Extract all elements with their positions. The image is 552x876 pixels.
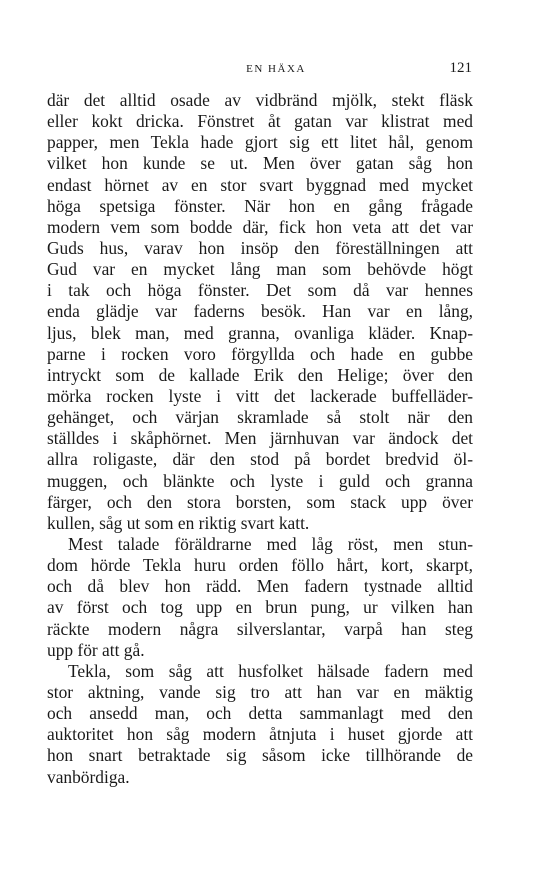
text-line: papper, men Tekla hade gjort sig ett litet hål, genom bbox=[47, 132, 473, 153]
text-line: hon snart betraktade sig såsom icke tillhörande de bbox=[47, 745, 473, 766]
text-line: färger, och den stora borsten, som stack upp över bbox=[47, 491, 473, 512]
text-line: upp för att gå. bbox=[47, 639, 145, 660]
text-line: höga spetsiga fönster. När hon en gång frågade bbox=[47, 195, 473, 216]
text-line: räckte modern några silverslantar, varpå han steg bbox=[47, 618, 473, 639]
text-line: parne i rocken voro förgyllda och hade en gubbe bbox=[47, 343, 473, 364]
text-line: modern vem som bodde där, fick hon veta att det var bbox=[47, 216, 473, 237]
paragraph bbox=[47, 661, 473, 788]
text-line: där det alltid osade av vidbränd mjölk, stekt fläsk bbox=[47, 90, 473, 110]
text-line: och då blev hon rädd. Men fadern tystnade alltid bbox=[47, 576, 473, 597]
text-line: endast hörnet av en stor svart byggnad med mycket bbox=[47, 174, 473, 195]
text-line: ljus, blek man, med granna, ovanliga kläder. Knap- bbox=[47, 322, 473, 343]
running-title: EN HÄXA bbox=[246, 63, 306, 75]
paragraph bbox=[47, 534, 473, 661]
text-line: stor aktning, vande sig tro att han var en mäktig bbox=[47, 681, 473, 702]
text-line: vanbördiga. bbox=[47, 766, 130, 787]
text-line: kullen, såg ut som en riktig svart katt. bbox=[47, 512, 310, 533]
body-text bbox=[47, 90, 473, 788]
text-line: mörka rocken lyste i vitt det lackerade buffelläder- bbox=[47, 385, 473, 406]
text-line: och ansedd man, och detta sammanlagt med den bbox=[47, 703, 473, 724]
text-line: muggen, och blänkte och lyste i guld och granna bbox=[47, 470, 473, 491]
running-header bbox=[0, 60, 552, 80]
text-line: vilket hon kunde se ut. Men över gatan såg hon bbox=[47, 153, 473, 174]
text-line: i tak och höga fönster. Det som då var hennes bbox=[47, 280, 473, 301]
text-line: Gud var en mycket lång man som behövde högt bbox=[47, 259, 473, 280]
text-line: Mest talade föräldrarne med låg röst, men stun- bbox=[68, 533, 473, 554]
text-line: Guds hus, varav hon insöp den föreställningen att bbox=[47, 237, 473, 258]
text-line: gehänget, och värjan skramlade så stolt när den bbox=[47, 407, 473, 428]
text-line: eller kokt dricka. Fönstret åt gatan var klistrat med bbox=[47, 111, 473, 132]
text-line: dom hörde Tekla huru orden föllo hårt, kort, skarpt, bbox=[47, 555, 473, 576]
page-number: 121 bbox=[449, 60, 472, 76]
text-line: av först och tog upp en brun pung, ur vilken han bbox=[47, 597, 473, 618]
text-line: auktoritet hon såg modern åtnjuta i huset gjorde att bbox=[47, 724, 473, 745]
paragraph bbox=[47, 90, 473, 534]
text-line: intryckt som de kallade Erik den Helige; över den bbox=[47, 364, 473, 385]
text-line: Tekla, som såg att husfolket hälsade fadern med bbox=[68, 660, 473, 681]
text-line: enda glädje var faderns besök. Han var en lång, bbox=[47, 301, 473, 322]
text-line: allra roligaste, där den stod på bordet bredvid öl- bbox=[47, 449, 473, 470]
text-line: ställdes i skåphörnet. Men järnhuvan var ändock det bbox=[47, 428, 473, 449]
